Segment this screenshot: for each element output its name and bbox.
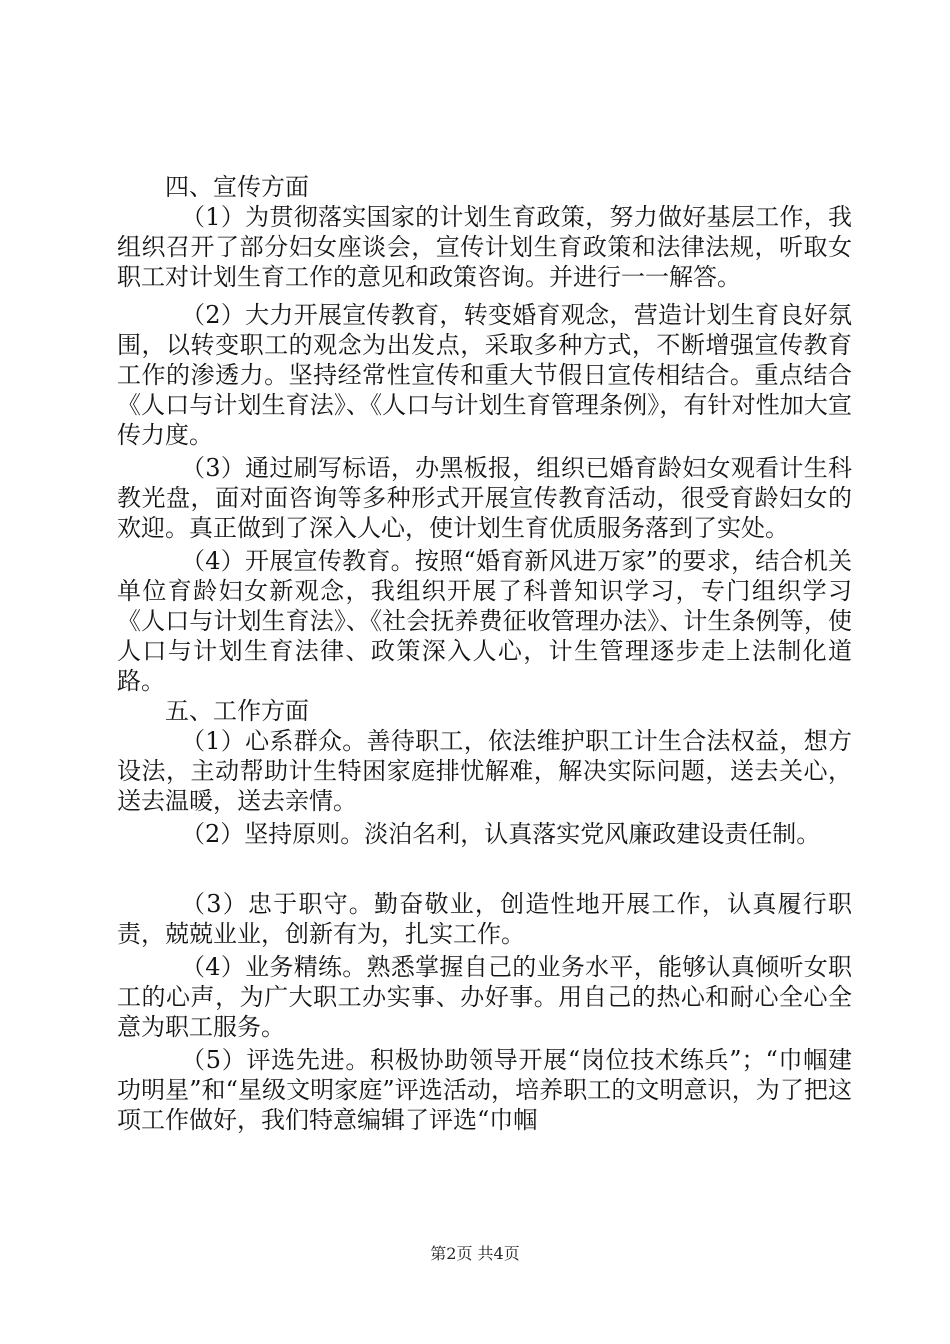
paragraph-work-5: （5）评选先进。积极协助领导开展“岗位技术练兵”；“巾帼建功明星”和“星级文明家庭”评选活动，培养职工的文明意识，为了把这项工作做好，我们特意编辑了评选“巾帼 xyxy=(117,1046,852,1134)
section-heading-publicity: 四、宣传方面 xyxy=(165,173,309,201)
paragraph-publicity-3: （3）通过刷写标语，办黑板报，组织已婚育龄妇女观看计生科教光盘，面对面咨询等多种形式开展宣传教育活动，很受育龄妇女的欢迎。真正做到了深入人心，使计划生育优质服务落到了实处。 xyxy=(117,454,852,542)
paragraph-work-3: （3）忠于职守。勤奋敬业，创造性地开展工作，认真履行职责，兢兢业业，创新有为，扎实工作。 xyxy=(117,890,852,948)
document-body xyxy=(117,172,852,1135)
section-heading-work: 五、工作方面 xyxy=(165,697,309,725)
paragraph-publicity-2: （2）大力开展宣传教育，转变婚育观念，营造计划生育良好氛围，以转变职工的观念为出发点，采取多种方式，不断增强宣传教育工作的渗透力。坚持经常性宣传和重大节假日宣传相结合。重点结合《人口与计划生育法》、《人口与计划生育管理条例》，有针对性加大宣传力度。 xyxy=(117,301,852,449)
paragraph-publicity-1: （1）为贯彻落实国家的计划生育政策，努力做好基层工作，我组织召开了部分妇女座谈会，宣传计划生育政策和法律法规，听取女职工对计划生育工作的意见和政策咨询。并进行一一解答。 xyxy=(117,203,852,291)
paragraph-publicity-4: （4）开展宣传教育。按照“婚育新风进万家”的要求，结合机关单位育龄妇女新观念，我组织开展了科普知识学习，专门组织学习《人口与计划生育法》、《社会抚养费征收管理办法》、计生条例等，使人口与计划生育法律、政策深入人心，计生管理逐步走上法制化道路。 xyxy=(117,547,852,695)
page-number-footer: 第2页 共4页 xyxy=(430,1244,520,1263)
paragraph-work-2: （2）坚持原则。淡泊名利，认真落实党风廉政建设责任制。 xyxy=(181,820,821,848)
paragraph-work-4: （4）业务精练。熟悉掌握自己的业务水平，能够认真倾听女职工的心声，为广大职工办实事、办好事。用自己的热心和耐心全心全意为职工服务。 xyxy=(117,953,852,1041)
paragraph-work-1: （1）心系群众。善待职工，依法维护职工计生合法权益，想方设法，主动帮助计生特困家庭排忧解难，解决实际问题，送去关心，送去温暖，送去亲情。 xyxy=(117,727,852,815)
